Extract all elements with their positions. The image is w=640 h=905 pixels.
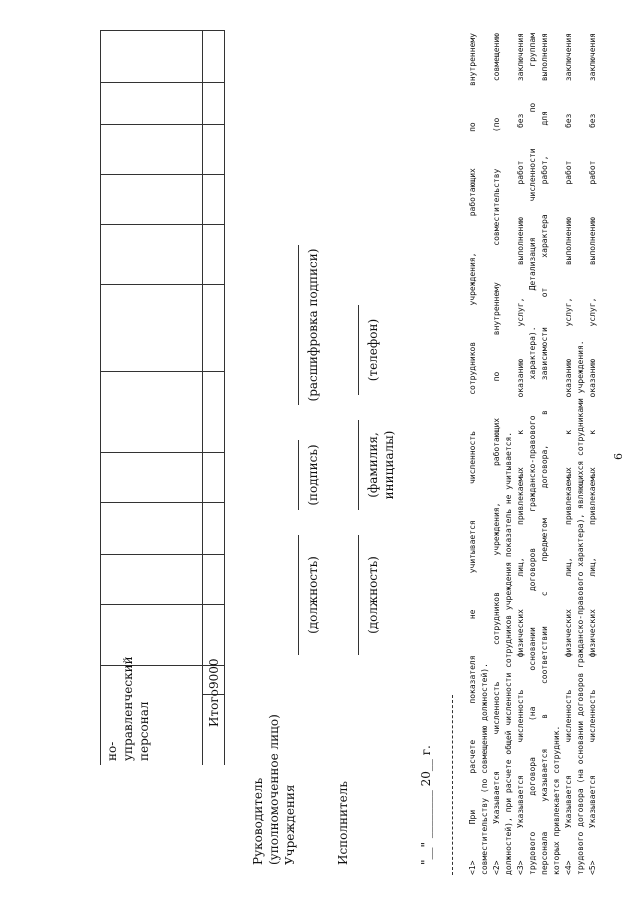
head-position-line — [298, 535, 299, 655]
table-col-divider — [100, 30, 224, 31]
head-decoding-line — [298, 245, 299, 405]
footnotes — [468, 33, 634, 875]
footnote-line: трудового договора (на основании договоров гражданско-правового характера). Детализация численности по группам — [528, 33, 537, 875]
head-signature-caption: (подпись) — [306, 444, 320, 506]
table-col-divider — [100, 665, 224, 666]
footnote-line: трудового договора (на основании договоров гражданско-правового характера), являющихся сотрудниками учреждения. — [576, 340, 585, 875]
table-col-divider — [100, 284, 224, 285]
head-title-line: Учреждения — [283, 784, 297, 865]
total-label: Итого — [207, 689, 221, 727]
head-decoding-caption: (расшифровка подписи) — [306, 248, 320, 402]
executor-name-line — [358, 420, 359, 510]
staff-table — [100, 30, 225, 765]
footnote-line: совместительству (по совмещению должностей). — [480, 663, 489, 875]
table-bottom-border — [224, 30, 225, 765]
executor-label: Исполнитель — [336, 781, 350, 865]
executor-position-line — [358, 535, 359, 655]
table-col-divider — [100, 174, 224, 175]
footnote-line: <3> Указывается численность физических лиц, привлекаемых к оказанию услуг, выполнению работ без заключения — [516, 33, 525, 875]
table-col-divider — [100, 124, 224, 125]
row-label-line: но- — [105, 741, 119, 761]
total-value: 9000 — [207, 658, 221, 689]
footnote-line: <1> При расчете показателя не учитывается численность сотрудников учреждения, работающих по внутреннему — [468, 33, 477, 875]
footnote-line: <5> Указывается численность физических лиц, привлекаемых к оказанию услуг, выполнению работ без заключения — [588, 33, 597, 875]
table-col-divider — [100, 502, 224, 503]
row-label — [104, 656, 152, 761]
table-col-divider — [100, 452, 224, 453]
head-title-line: Руководитель — [251, 777, 265, 865]
date-line: "__" ________ 20__ г. — [419, 745, 433, 865]
table-row-divider — [202, 30, 203, 765]
executor-name-caption-line: (фамилия, — [366, 432, 380, 498]
footnote-divider — [452, 695, 453, 875]
table-col-divider — [100, 82, 224, 83]
row-label-line: персонал — [137, 701, 151, 761]
page-number: 6 — [612, 453, 625, 460]
footnote-line: которых привлекается сотрудник. — [552, 725, 561, 875]
row-label-line: управленческий — [121, 656, 135, 761]
head-position-caption: (должность) — [306, 556, 320, 634]
footnote-line: <2> Указывается численность сотрудников учреждения, работающих по внутреннему совместительству (по совмещению — [492, 33, 501, 875]
executor-phone-caption: (телефон) — [366, 318, 380, 382]
executor-name-caption-line: инициалы) — [382, 430, 396, 500]
table-col-divider — [100, 604, 224, 605]
table-col-divider — [100, 224, 224, 225]
footnote-line: персонала указывается в соответствии с предметом договора, в зависимости от характера работ, для выполнения — [540, 33, 549, 875]
head-signature-line — [298, 440, 299, 510]
table-col-divider — [100, 371, 224, 372]
table-top-border — [100, 30, 101, 765]
head-title — [250, 714, 298, 865]
executor-phone-line — [358, 305, 359, 395]
head-title-line: (уполномоченное лицо) — [267, 714, 281, 865]
executor-name-caption — [365, 415, 397, 515]
executor-position-caption: (должность) — [366, 556, 380, 634]
footnote-line: должностей), при расчете общей численности сотрудников учреждения показатель не учитывается. — [504, 431, 513, 875]
footnote-line: <4> Указывается численность физических лиц, привлекаемых к оказанию услуг, выполнению работ без заключения — [564, 33, 573, 875]
table-col-divider — [100, 554, 224, 555]
